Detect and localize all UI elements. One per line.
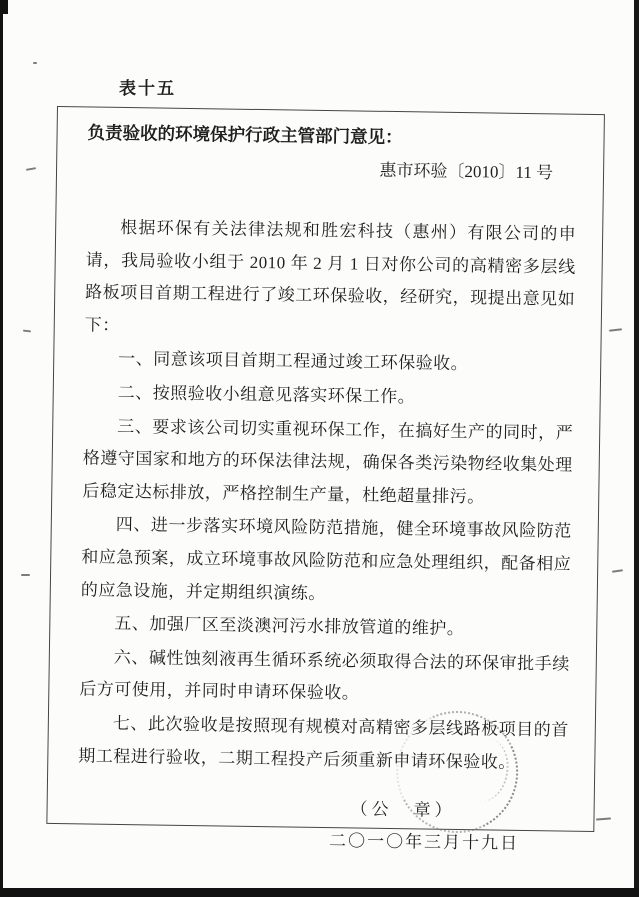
scan-artifact [23, 330, 31, 333]
paragraph-item-5: 五、加强厂区至淡澳河污水排放管道的维护。 [114, 614, 465, 639]
opinion-box-wrapper [46, 106, 605, 854]
document-number: 惠市环验〔2010〕11 号 [379, 160, 554, 183]
opinion-box [46, 106, 605, 854]
scan-edge-right [634, 0, 639, 897]
section-title: 负责验收的环境保护行政主管部门意见： [87, 122, 403, 148]
scan-edge-bottom [0, 888, 639, 897]
scan-artifact [612, 569, 623, 573]
paragraph-item-3: 三、要求该公司切实重视环保工作，在搞好生产的同时，严格遵守国家和地方的环保法律法规，确保各类污染物经收集处理后稳定达标排放，严格控制生产量，杜绝超量排污。 [82, 416, 574, 507]
scan-artifact [609, 328, 622, 331]
scan-artifact [596, 817, 611, 820]
paragraph-item-4: 四、进一步落实环境风险防范措施，健全环境事故风险防范和应急预案，成立环境事故风险防范和应急处理组织，配备相应的应急设施，并定期组织演练。 [80, 515, 572, 603]
form-label: 表十五 [119, 79, 176, 98]
paragraph-item-2: 二、按照验收小组意见落实环保工作。 [117, 382, 416, 407]
opinion-body [78, 211, 576, 779]
scan-edge-left [0, 0, 3, 897]
scan-artifact [21, 574, 30, 576]
seal-placeholder-label: （公 章） [350, 799, 456, 821]
document-date: 二〇一〇年三月十九日 [328, 831, 520, 854]
paragraph-item-6: 六、碱性蚀刻液再生循环系统必须取得合法的环保审批手续后方可使用，并同时申请环保验收。 [79, 647, 570, 703]
scan-edge-corner [0, 0, 8, 14]
scan-artifact [33, 62, 37, 64]
paragraph-item-7: 七、此次验收是按照现有规模对高精密多层线路板项目的首期工程进行验收，二期工程投产后须重新申请环保验收。 [78, 713, 569, 772]
scan-artifact [26, 167, 36, 171]
paragraph-item-1: 一、同意该项目首期工程通过竣工环保验收。 [118, 349, 469, 374]
paragraph-intro: 根据环保有关法律法规和胜宏科技（惠州）有限公司的申请，我局验收小组于 2010 年 2 月 1 日对你公司的高精密多层线路板项目首期工程进行了竣工环保验收，经研究，现提出意见如下： [84, 217, 577, 335]
